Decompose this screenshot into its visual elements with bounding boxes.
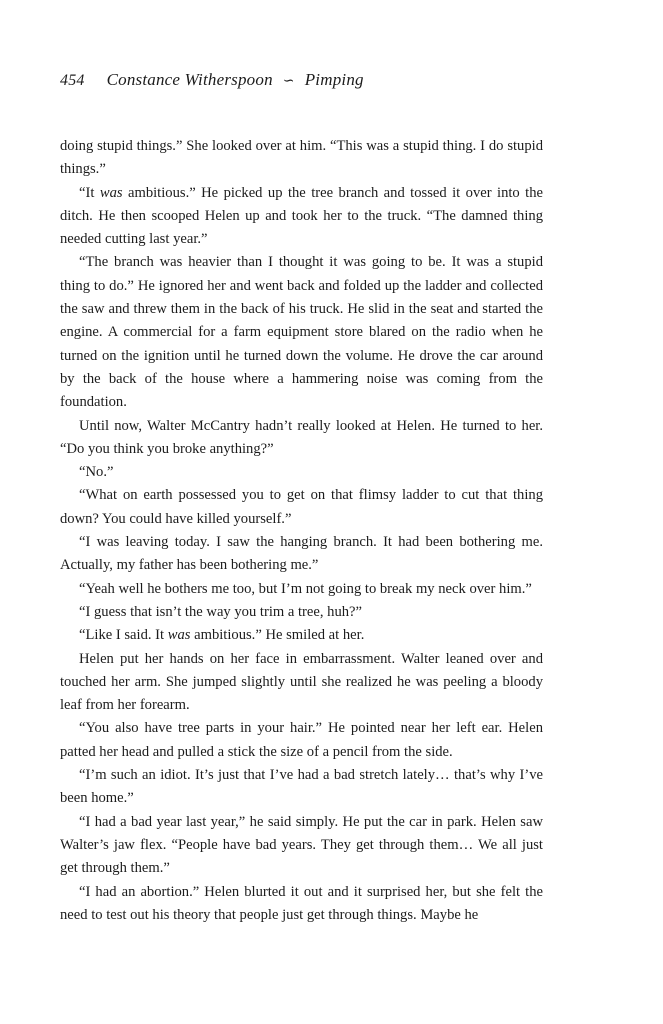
paragraph: “I had a bad year last year,” he said simply. He put the car in park. Helen saw Walter’s jaw flex. “People have bad years. They get through them… We all just get through them.” <box>60 813 543 877</box>
paragraph: “It was ambitious.” He picked up the tree branch and tossed it over into the ditch. He then scooped Helen up and took her to the truck. “The damned thing needed cutting last year.” <box>60 184 543 248</box>
paragraph: “Like I said. It was ambitious.” He smiled at her. <box>79 627 365 644</box>
paragraph: “The branch was heavier than I thought it was going to be. It was a stupid thing to do.” He ignored her and went back and folded up the ladder and collected the saw and threw them in the back of his truck. He slid in the seat and started the engine. A commercial for a farm equipment store blared on the radio when he turned on the ignition until he turned down the volume. He drove the car around by the back of the house where a hammering noise was coming from the foundation. <box>60 254 543 411</box>
paragraph: “No.” <box>79 464 114 481</box>
paragraph: Until now, Walter McCantry hadn’t really looked at Helen. He turned to her. “Do you think you broke anything?” <box>60 417 543 457</box>
paragraph: “I had an abortion.” Helen blurted it out and it surprised her, but she felt the need to test out his theory that people just get through things. Maybe he <box>60 883 543 923</box>
page-number: 454 <box>60 72 85 89</box>
emphasis: was <box>99 184 123 201</box>
paragraph: Helen put her hands on her face in embarrassment. Walter leaned over and touched her arm. She jumped slightly until she realized he was peeling a bloody leaf from her forearm. <box>60 650 543 714</box>
emphasis: was <box>167 627 191 644</box>
paragraph: “I’m such an idiot. It’s just that I’ve had a bad stretch lately… that’s why I’ve been home.” <box>60 767 543 807</box>
paragraph: “Yeah well he bothers me too, but I’m not going to break my neck over him.” <box>79 580 532 597</box>
paragraph: “I was leaving today. I saw the hanging branch. It had been bothering me. Actually, my father has been bothering me.” <box>60 534 543 574</box>
paragraph: “You also have tree parts in your hair.” He pointed near her left ear. Helen patted her head and pulled a stick the size of a pencil from the side. <box>60 720 543 760</box>
running-head <box>60 70 364 90</box>
ornament-separator-icon: ∽ <box>282 74 295 89</box>
running-head-author: Constance Witherspoon <box>106 70 273 89</box>
paragraph: “I guess that isn’t the way you trim a tree, huh?” <box>79 603 363 620</box>
body-text <box>60 135 543 927</box>
paragraph: “What on earth possessed you to get on that flimsy ladder to cut that thing down? You could have killed yourself.” <box>60 487 543 527</box>
running-head-title: Pimping <box>304 70 364 89</box>
paragraph: doing stupid things.” She looked over at him. “This was a stupid thing. I do stupid things.” <box>60 138 543 178</box>
